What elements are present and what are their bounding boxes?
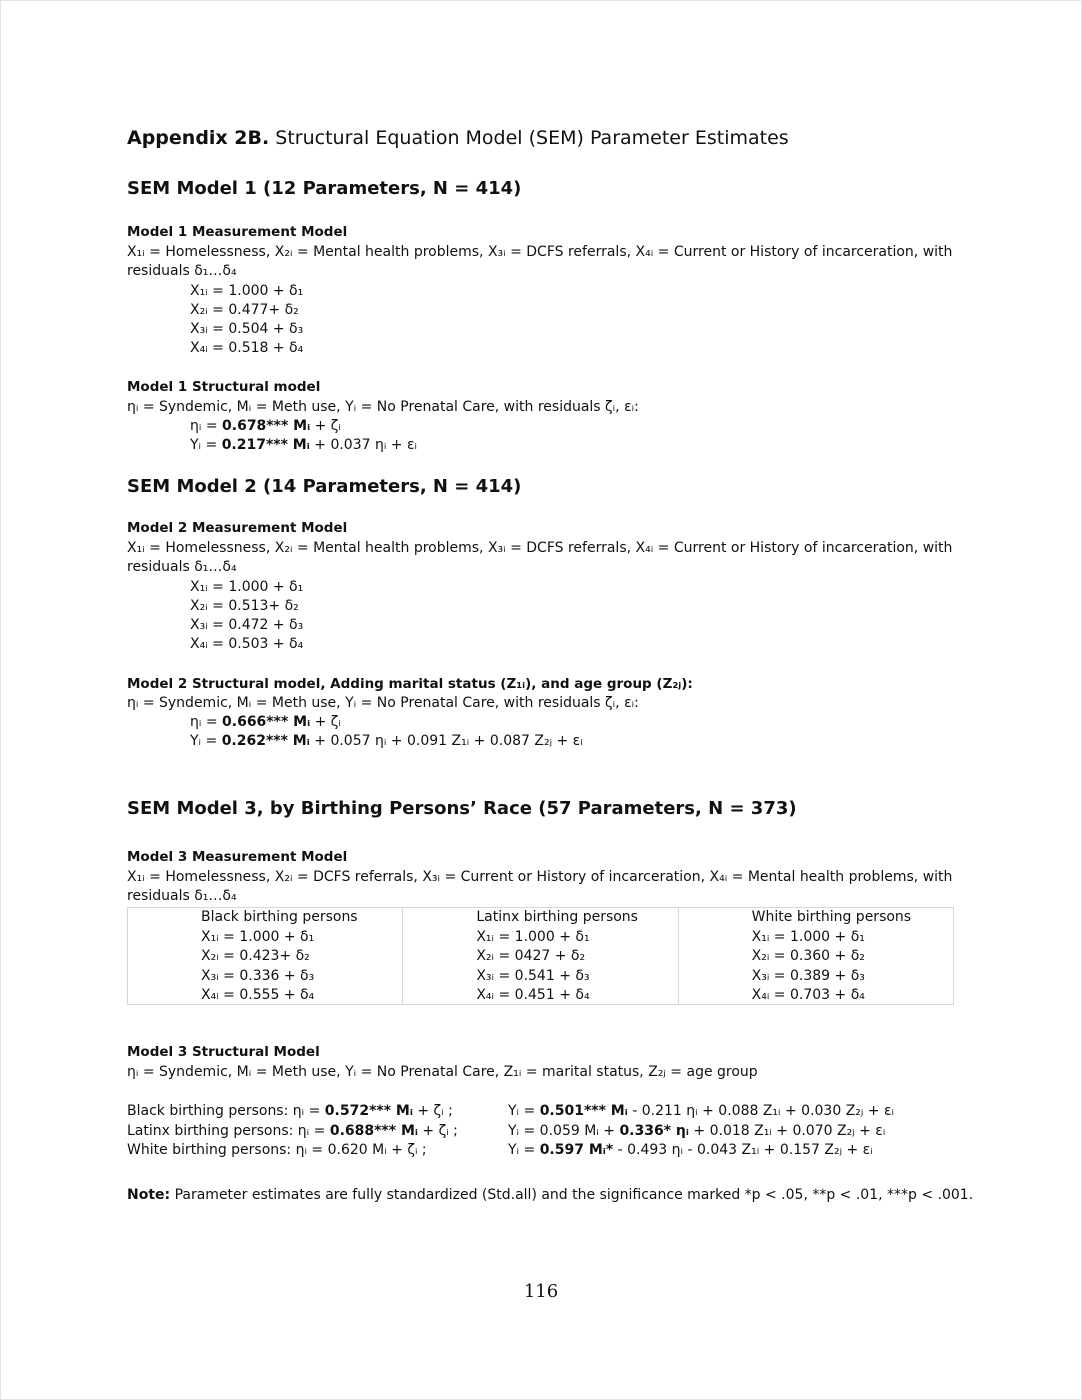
table-cell: X₂ᵢ = 0427 + δ₂ [476,948,586,964]
eta-eq-latinx: Latinx birthing persons: ηᵢ = 0.688*** Mᵢ + ζᵢ ; [127,1122,458,1139]
model2-heading: SEM Model 2 (14 Parameters, N = 414) [127,476,522,497]
y-eq-black: Yᵢ = 0.501*** Mᵢ - 0.211 ηᵢ + 0.088 Z₁ᵢ + 0.030 Z₂ⱼ + εᵢ [508,1103,895,1119]
model1-eq-x4: X₄ᵢ = 0.518 + δ₄ [190,340,304,356]
table-cell: X₁ᵢ = 1.000 + δ₁ [476,928,590,945]
race-measurement-table [127,907,954,1005]
table-cell: X₄ᵢ = 0.555 + δ₄ [201,987,315,1003]
model3-structural-heading: Model 3 Structural Model [127,1044,320,1060]
model3-measurement-desc-line2: residuals δ₁…δ₄ [127,888,237,904]
model2-measurement-heading: Model 2 Measurement Model [127,520,348,536]
model3-structural-desc: ηᵢ = Syndemic, Mᵢ = Meth use, Yᵢ = No Prenatal Care, Z₁ᵢ = marital status, Z₂ⱼ = age group [127,1064,758,1080]
table-cell: X₁ᵢ = 1.000 + δ₁ [751,928,865,945]
table-column-latinx [402,908,677,1004]
column-header: White birthing persons [751,909,912,925]
model2-structural-heading: Model 2 Structural model, Adding marital status (Z₁ᵢ), and age group (Z₂ⱼ): [127,676,693,692]
model2-eq-y: Yᵢ = 0.262*** Mᵢ + 0.057 ηᵢ + 0.091 Z₁ᵢ + 0.087 Z₂ⱼ + εᵢ [190,733,583,749]
model2-structural-desc: ηᵢ = Syndemic, Mᵢ = Meth use, Yᵢ = No Prenatal Care, with residuals ζᵢ, εᵢ: [127,695,639,711]
model1-structural-desc: ηᵢ = Syndemic, Mᵢ = Meth use, Yᵢ = No Prenatal Care, with residuals ζᵢ, εᵢ: [127,399,639,415]
model2-eq-x3: X₃ᵢ = 0.472 + δ₃ [190,617,304,633]
model2-eq-x1: X₁ᵢ = 1.000 + δ₁ [190,579,304,595]
model1-measurement-heading: Model 1 Measurement Model [127,224,348,240]
table-cell: X₃ᵢ = 0.336 + δ₃ [201,967,315,984]
table-cell: X₃ᵢ = 0.541 + δ₃ [476,967,590,984]
table-column-black [128,908,402,1004]
eta-eq-black: Black birthing persons: ηᵢ = 0.572*** Mᵢ + ζᵢ ; [127,1103,453,1119]
column-header: Latinx birthing persons [476,909,638,925]
y-eq-white: Yᵢ = 0.597 Mᵢ* - 0.493 ηᵢ - 0.043 Z₁ᵢ + 0.157 Z₂ⱼ + εᵢ [508,1142,873,1158]
table-cell: X₂ᵢ = 0.360 + δ₂ [751,948,865,964]
model2-eq-eta: ηᵢ = 0.666*** Mᵢ + ζᵢ [190,714,341,730]
model1-structural-heading: Model 1 Structural model [127,379,321,395]
model3-measurement-desc-line1: X₁ᵢ = Homelessness, X₂ᵢ = DCFS referrals, X₃ᵢ = Current or History of incarceration, X₄ᵢ = Mental health problems, with [127,869,953,885]
column-header: Black birthing persons [201,909,358,925]
table-cell: X₃ᵢ = 0.389 + δ₃ [751,967,865,984]
model1-eq-x2: X₂ᵢ = 0.477+ δ₂ [190,302,299,318]
model1-heading: SEM Model 1 (12 Parameters, N = 414) [127,178,522,199]
model1-eq-x3: X₃ᵢ = 0.504 + δ₃ [190,321,304,337]
table-cell: X₁ᵢ = 1.000 + δ₁ [201,928,315,945]
model2-measurement-desc-line2: residuals δ₁…δ₄ [127,559,237,575]
race-y-equations [508,1102,894,1161]
model1-measurement-desc-line1: X₁ᵢ = Homelessness, X₂ᵢ = Mental health problems, X₃ᵢ = DCFS referrals, X₄ᵢ = Current or History of incarceration, with [127,244,953,260]
table-column-white [678,908,953,1004]
race-eta-equations [127,1102,458,1161]
table-cell: X₄ᵢ = 0.451 + δ₄ [476,987,590,1003]
eta-eq-white: White birthing persons: ηᵢ = 0.620 Mᵢ + ζᵢ ; [127,1142,427,1158]
model2-measurement-desc-line1: X₁ᵢ = Homelessness, X₂ᵢ = Mental health problems, X₃ᵢ = DCFS referrals, X₄ᵢ = Current or History of incarceration, with [127,540,953,556]
model1-measurement-desc-line2: residuals δ₁…δ₄ [127,263,237,279]
model2-eq-x2: X₂ᵢ = 0.513+ δ₂ [190,598,299,614]
model3-heading: SEM Model 3, by Birthing Persons’ Race (57 Parameters, N = 373) [127,798,797,819]
note: Note: Parameter estimates are fully standardized (Std.all) and the significance marked *p < .05, **p < .01, ***p < .001. [127,1187,974,1203]
model1-eq-x1: X₁ᵢ = 1.000 + δ₁ [190,283,304,299]
model2-eq-x4: X₄ᵢ = 0.503 + δ₄ [190,636,304,652]
model3-measurement-heading: Model 3 Measurement Model [127,849,348,865]
y-eq-latinx: Yᵢ = 0.059 Mᵢ + 0.336* ηᵢ + 0.018 Z₁ᵢ + 0.070 Z₂ⱼ + εᵢ [508,1122,886,1139]
model1-eq-y: Yᵢ = 0.217*** Mᵢ + 0.037 ηᵢ + εᵢ [190,437,418,453]
appendix-title: Appendix 2B. Structural Equation Model (SEM) Parameter Estimates [127,127,789,149]
page-number: 116 [523,1281,559,1302]
table-cell: X₂ᵢ = 0.423+ δ₂ [201,948,310,964]
model1-eq-eta: ηᵢ = 0.678*** Mᵢ + ζᵢ [190,418,341,434]
table-cell: X₄ᵢ = 0.703 + δ₄ [751,987,865,1003]
